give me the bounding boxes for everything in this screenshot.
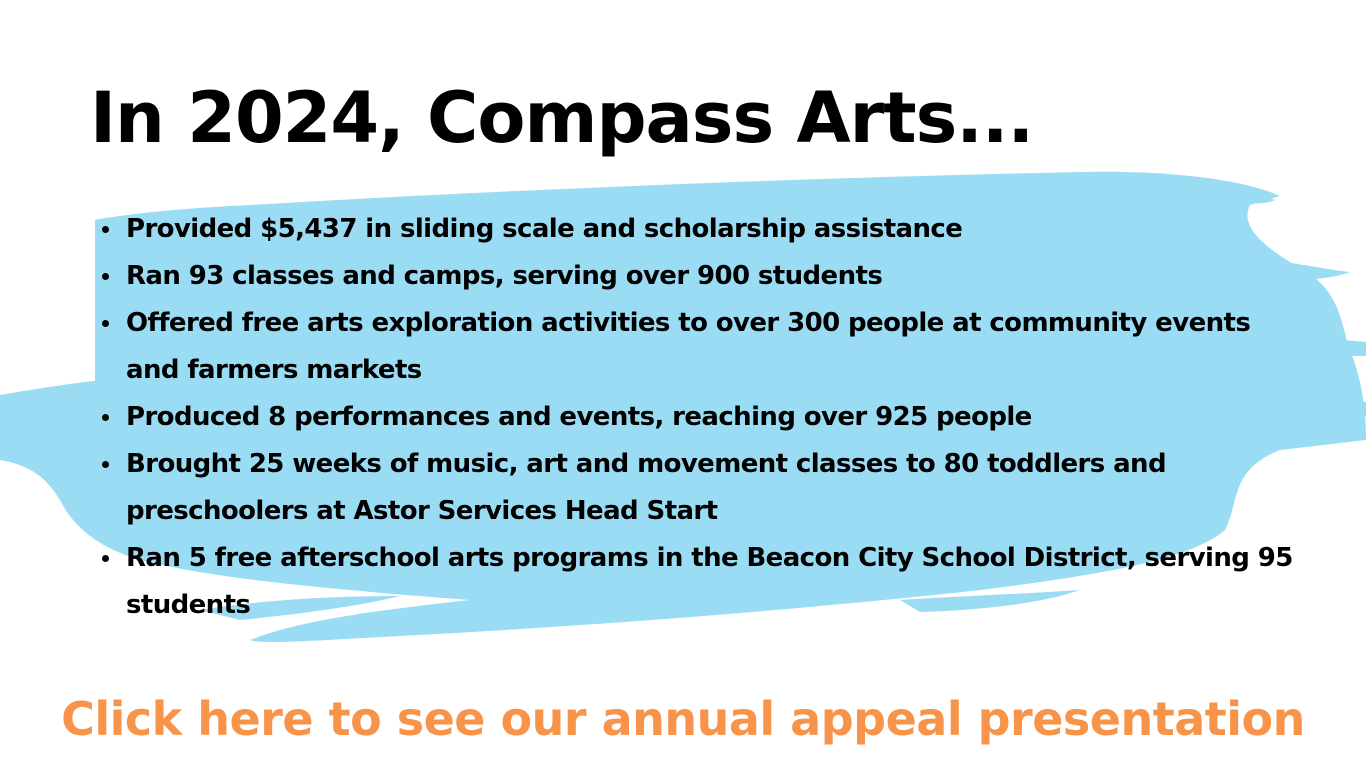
annual-appeal-link[interactable]: Click here to see our annual appeal presentation bbox=[61, 692, 1305, 746]
list-item bbox=[100, 253, 1310, 300]
list-item-text: Brought 25 weeks of music, art and movement classes to 80 toddlers and preschoolers at Astor Services Head Start bbox=[126, 449, 1166, 526]
bullet-icon bbox=[102, 320, 109, 327]
list-item-text: Produced 8 performances and events, reaching over 925 people bbox=[126, 402, 1032, 432]
page-title: In 2024, Compass Arts... bbox=[90, 77, 1034, 159]
list-item bbox=[100, 441, 1310, 535]
list-item-text: Ran 93 classes and camps, serving over 900 students bbox=[126, 261, 883, 291]
list-item bbox=[100, 535, 1310, 629]
bullet-icon bbox=[102, 226, 109, 233]
list-item bbox=[100, 206, 1310, 253]
list-item-text: Offered free arts exploration activities to over 300 people at community events and farmers markets bbox=[126, 308, 1251, 385]
list-item-text: Provided $5,437 in sliding scale and scholarship assistance bbox=[126, 214, 963, 244]
achievements-list bbox=[100, 206, 1310, 629]
bullet-icon bbox=[102, 273, 109, 280]
list-item bbox=[100, 394, 1310, 441]
bullet-icon bbox=[102, 555, 109, 562]
list-item-text: Ran 5 free afterschool arts programs in the Beacon City School District, serving 95 students bbox=[126, 543, 1293, 620]
list-item bbox=[100, 300, 1310, 394]
bullet-icon bbox=[102, 461, 109, 468]
bullet-icon bbox=[102, 414, 109, 421]
